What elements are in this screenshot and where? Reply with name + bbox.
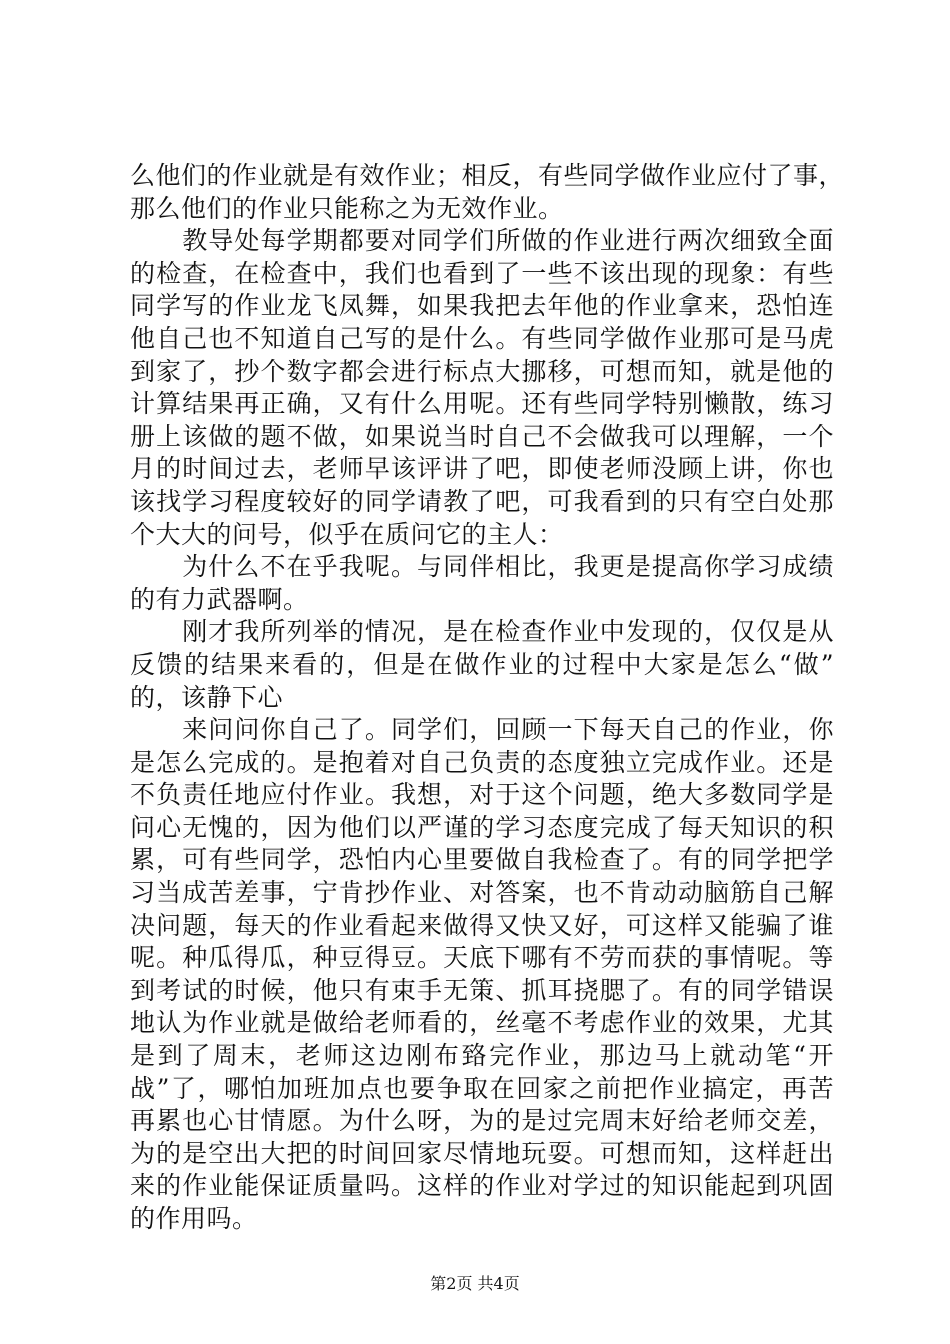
text-line: 习当成苦差事，宁肯抄作业、对答案，也不肯动动脑筋自己解 [130, 878, 834, 908]
text-line: 同学写的作业龙飞凤舞，如果我把去年他的作业拿来，恐怕连 [130, 291, 834, 321]
text-line: 月的时间过去，老师早该评讲了吧，即使老师没顾上讲，你也 [130, 454, 834, 484]
paragraph [130, 551, 834, 616]
text-line: 的，该静下心 [130, 682, 284, 712]
text-line: 那么他们的作业只能称之为无效作业。 [130, 193, 564, 223]
text-line: 为什么不在乎我呢。与同伴相比，我更是提高你学习成绩 [130, 552, 834, 582]
document-body [130, 160, 845, 1236]
text-line: 刚才我所列举的情况，是在检查作业中发现的，仅仅是从 [130, 617, 834, 647]
text-line: 的作用吗。 [130, 1204, 258, 1233]
text-line: 不负责任地应付作业。我想，对于这个问题，绝大多数同学是 [130, 780, 834, 810]
text-line: 教导处每学期都要对同学们所做的作业进行两次细致全面 [130, 226, 834, 256]
paragraph [130, 160, 845, 225]
text-line: 反馈的结果来看的，但是在做作业的过程中大家是怎么“做” [130, 649, 834, 679]
page-footer: 第2页 共4页 [430, 1274, 520, 1293]
text-line: 是怎么完成的。是抱着对自己负责的态度独立完成作业。还是 [130, 747, 834, 777]
text-line: 是到了周末，老师这边刚布臵完作业，那边马上就动笔“开 [130, 1041, 834, 1071]
text-line: 决问题，每天的作业看起来做得又快又好，可这样又能骗了谁 [130, 910, 834, 940]
text-line: 的检查，在检查中，我们也看到了一些不该出现的现象：有些 [130, 258, 834, 288]
text-line: 个大大的问号，似乎在质问它的主人： [130, 519, 564, 549]
text-line: 再累也心甘情愿。为什么呀，为的是过完周末好给老师交差， [130, 1106, 834, 1136]
text-line: 的有力武器啊。 [130, 584, 309, 614]
text-line: 到考试的时候，他只有束手无策、抓耳挠腮了。有的同学错误 [130, 975, 834, 1005]
paragraph [130, 616, 834, 714]
text-line: 册上该做的题不做，如果说当时自己不会做我可以理解，一个 [130, 421, 834, 451]
text-line: 到家了，抄个数字都会进行标点大挪移，可想而知，就是他的 [130, 356, 834, 386]
text-line: 累，可有些同学，恐怕内心里要做自我检查了。有的同学把学 [130, 845, 834, 875]
text-line: 战”了，哪怕加班加点也要争取在回家之前把作业搞定，再苦 [130, 1073, 834, 1103]
text-line: 来的作业能保证质量吗。这样的作业对学过的知识能起到巩固 [130, 1171, 834, 1201]
text-line: 地认为作业就是做给老师看的，丝毫不考虑作业的效果，尤其 [130, 1008, 834, 1038]
text-line: 问心无愧的，因为他们以严谨的学习态度完成了每天知识的积 [130, 812, 834, 842]
paragraph [130, 714, 834, 1236]
text-line: 呢。种瓜得瓜，种豆得豆。天底下哪有不劳而获的事情呢。等 [130, 943, 834, 973]
paragraph [130, 225, 834, 551]
text-line: 计算结果再正确，又有什么用呢。还有些同学特别懒散，练习 [130, 389, 834, 419]
text-line: 为的是空出大把的时间回家尽情地玩耍。可想而知，这样赶出 [130, 1138, 834, 1168]
text-line: 他自己也不知道自己写的是什么。有些同学做作业那可是马虎 [130, 323, 834, 353]
text-line: 么他们的作业就是有效作业；相反，有些同学做作业应付了事， [130, 161, 845, 190]
text-line: 来问问你自己了。同学们，回顾一下每天自己的作业，你 [130, 715, 834, 745]
text-line: 该找学习程度较好的同学请教了吧，可我看到的只有空白处那 [130, 486, 834, 516]
